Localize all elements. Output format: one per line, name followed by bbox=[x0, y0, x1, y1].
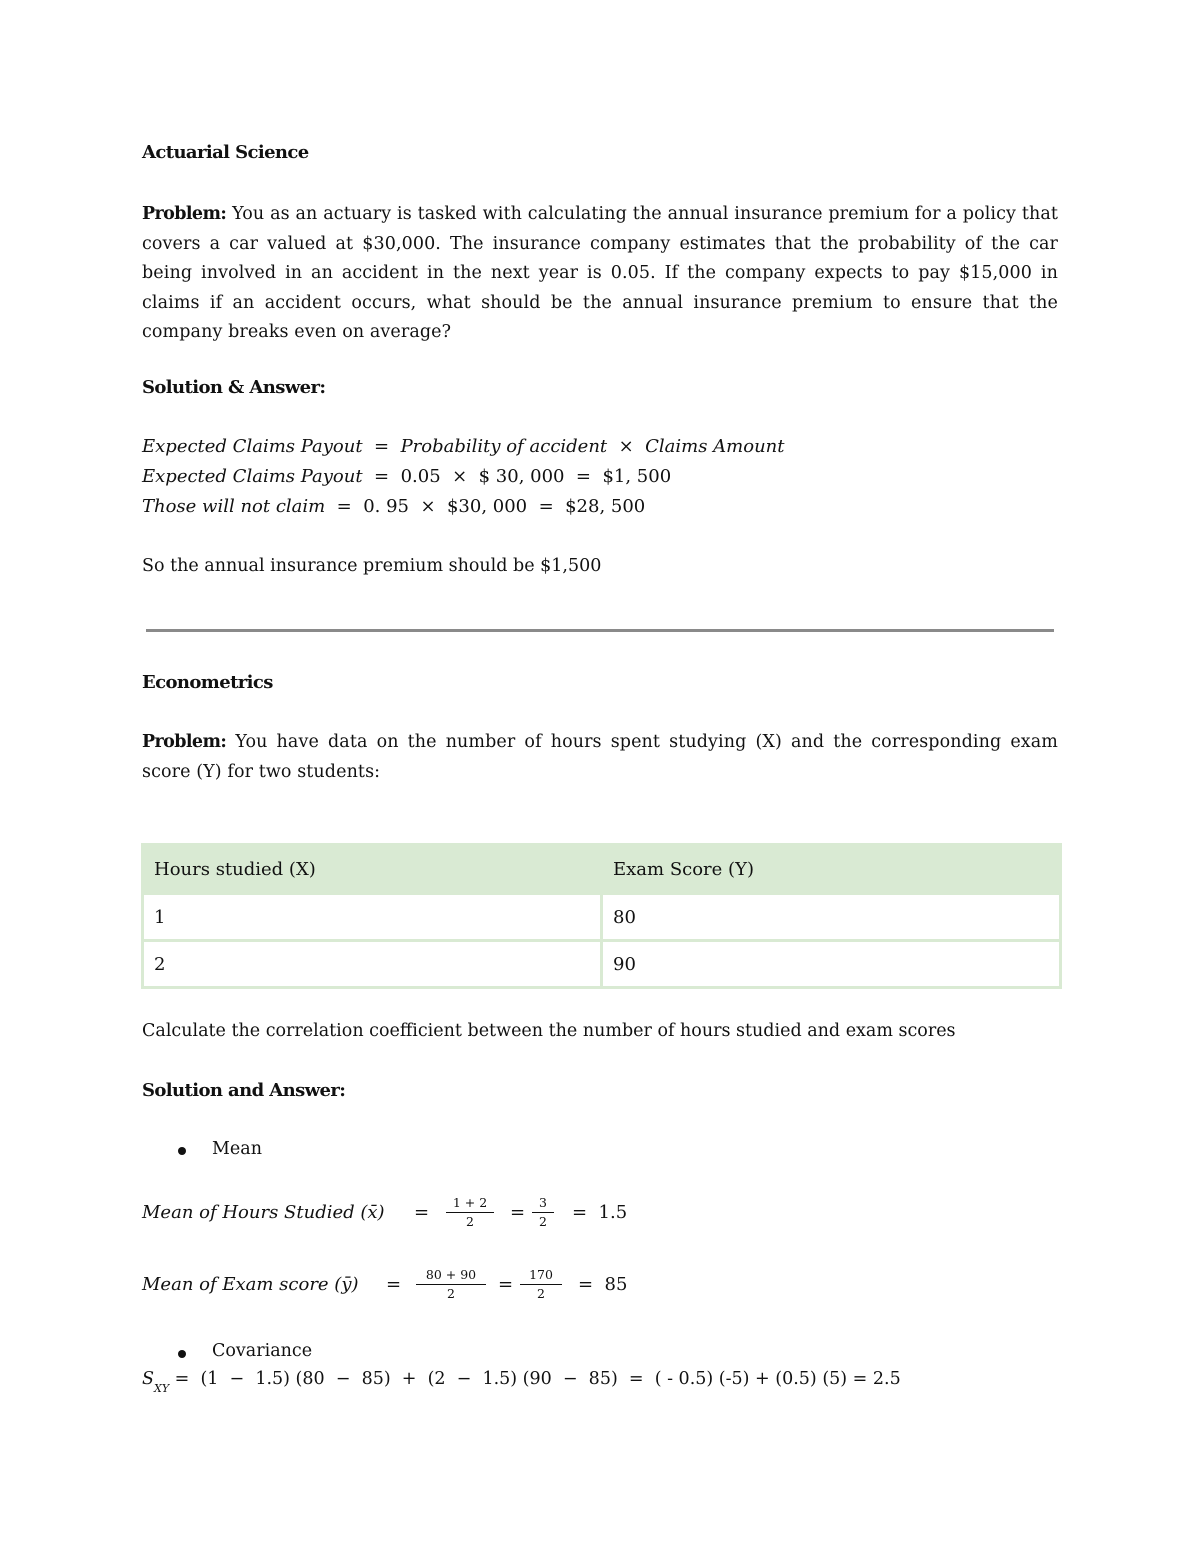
problem-text: You have data on the number of hours spent studying (X) and the corresponding exam score (Y) for two students: bbox=[142, 732, 1058, 782]
mean-x-label bbox=[142, 1202, 385, 1223]
eq3-rhs: 0. 95 × $30, 000 = $28, 500 bbox=[363, 496, 646, 517]
section-title-actuarial: Actuarial Science bbox=[142, 142, 309, 163]
eq1-rhs: Probability of accident bbox=[400, 436, 608, 457]
section-divider bbox=[146, 629, 1054, 632]
cov-symbol: S bbox=[142, 1369, 154, 1389]
data-table bbox=[141, 843, 1062, 989]
problem-paragraph-actuarial bbox=[142, 200, 1058, 348]
table-row bbox=[143, 894, 1061, 941]
conclusion-text: So the annual insurance premium should be $1,500 bbox=[142, 556, 602, 576]
bullet-label-covariance: Covariance bbox=[212, 1341, 313, 1361]
fraction-numerator: 80 + 90 bbox=[425, 1267, 477, 1282]
table-header-cell: Exam Score (Y) bbox=[602, 845, 1061, 894]
fraction-mean-y-1 bbox=[416, 1268, 486, 1301]
table-cell: 1 bbox=[143, 894, 602, 941]
equation-expected-payout: Expected Claims Payout = 0.05 × $ 30, 000 = $1, 500 bbox=[142, 466, 672, 487]
fraction-denominator: 2 bbox=[447, 1286, 455, 1302]
equation-not-claim: Those will not claim = 0. 95 × $30, 000 = $28, 500 bbox=[142, 496, 646, 517]
problem-label: Problem: bbox=[142, 204, 227, 224]
cov-expression: = (1 − 1.5) (80 − 85) + (2 − 1.5) (90 − 85) = ( - 0.5) (-5) + (0.5) (5) = 2.5 bbox=[174, 1369, 901, 1389]
fraction-bar bbox=[520, 1284, 562, 1285]
fraction-bar bbox=[532, 1212, 554, 1213]
fraction-numerator: 170 bbox=[529, 1267, 553, 1282]
solution-label-econometrics: Solution and Answer: bbox=[142, 1080, 346, 1101]
covariance-equation bbox=[142, 1369, 901, 1395]
mean-y-label-text: Mean of Exam score (ȳ) bbox=[142, 1274, 359, 1295]
table-cell: 90 bbox=[602, 941, 1061, 988]
table-cell: 80 bbox=[602, 894, 1061, 941]
fraction-denominator: 2 bbox=[466, 1214, 474, 1230]
fraction-denominator: 2 bbox=[537, 1286, 545, 1302]
mean-y-result: = 85 bbox=[578, 1274, 628, 1295]
equals-sign: = bbox=[510, 1202, 526, 1223]
bullet-icon bbox=[178, 1350, 186, 1358]
fraction-denominator: 2 bbox=[539, 1214, 547, 1230]
problem-label: Problem: bbox=[142, 732, 227, 752]
eq1-lhs: Expected Claims Payout bbox=[142, 436, 363, 457]
equals-sign: = bbox=[386, 1274, 402, 1295]
table-cell: 2 bbox=[143, 941, 602, 988]
table-header-cell: Hours studied (X) bbox=[143, 845, 602, 894]
eq2-rhs: 0.05 × $ 30, 000 = $1, 500 bbox=[400, 466, 672, 487]
equals-sign: = bbox=[498, 1274, 514, 1295]
fraction-mean-y-2 bbox=[520, 1268, 562, 1301]
problem-paragraph-econometrics bbox=[142, 728, 1058, 787]
mean-x-value: 1.5 bbox=[598, 1202, 628, 1223]
fraction-bar bbox=[446, 1212, 494, 1213]
table-header-row bbox=[143, 845, 1061, 894]
eq3-lhs: Those will not claim bbox=[142, 496, 326, 517]
bullet-icon bbox=[178, 1147, 186, 1155]
equals-sign: = bbox=[414, 1202, 430, 1223]
fraction-numerator: 1 + 2 bbox=[452, 1195, 488, 1210]
fraction-mean-x-2 bbox=[532, 1196, 554, 1229]
task-text: Calculate the correlation coefficient between the number of hours studied and exam scores bbox=[142, 1021, 956, 1041]
fraction-mean-x-1 bbox=[446, 1196, 494, 1229]
mean-x-result: = 1.5 bbox=[572, 1202, 628, 1223]
mean-y-label bbox=[142, 1274, 359, 1295]
eq2-lhs: Expected Claims Payout bbox=[142, 466, 363, 487]
solution-label-actuarial: Solution & Answer: bbox=[142, 377, 326, 398]
eq1-rhs2: Claims Amount bbox=[645, 436, 785, 457]
equation-expected-claims: Expected Claims Payout = Probability of accident × Claims Amount bbox=[142, 436, 785, 457]
section-title-econometrics: Econometrics bbox=[142, 672, 273, 693]
mean-y-value: 85 bbox=[604, 1274, 628, 1295]
mean-x-label-text: Mean of Hours Studied (x̄) bbox=[142, 1202, 385, 1223]
fraction-numerator: 3 bbox=[539, 1195, 547, 1210]
cov-subscript: XY bbox=[154, 1381, 170, 1395]
fraction-bar bbox=[416, 1284, 486, 1285]
problem-text: You as an actuary is tasked with calculating the annual insurance premium for a policy that covers a car valued at $30,000. The insurance company estimates that the probability of the car being involved in an accident in the next year is 0.05. If the company expects to pay $15,000 in claims if an accident occurs, what should be the annual insurance premium to ensure that the company breaks even on average? bbox=[142, 204, 1058, 342]
bullet-label-mean: Mean bbox=[212, 1139, 262, 1159]
table-row bbox=[143, 941, 1061, 988]
